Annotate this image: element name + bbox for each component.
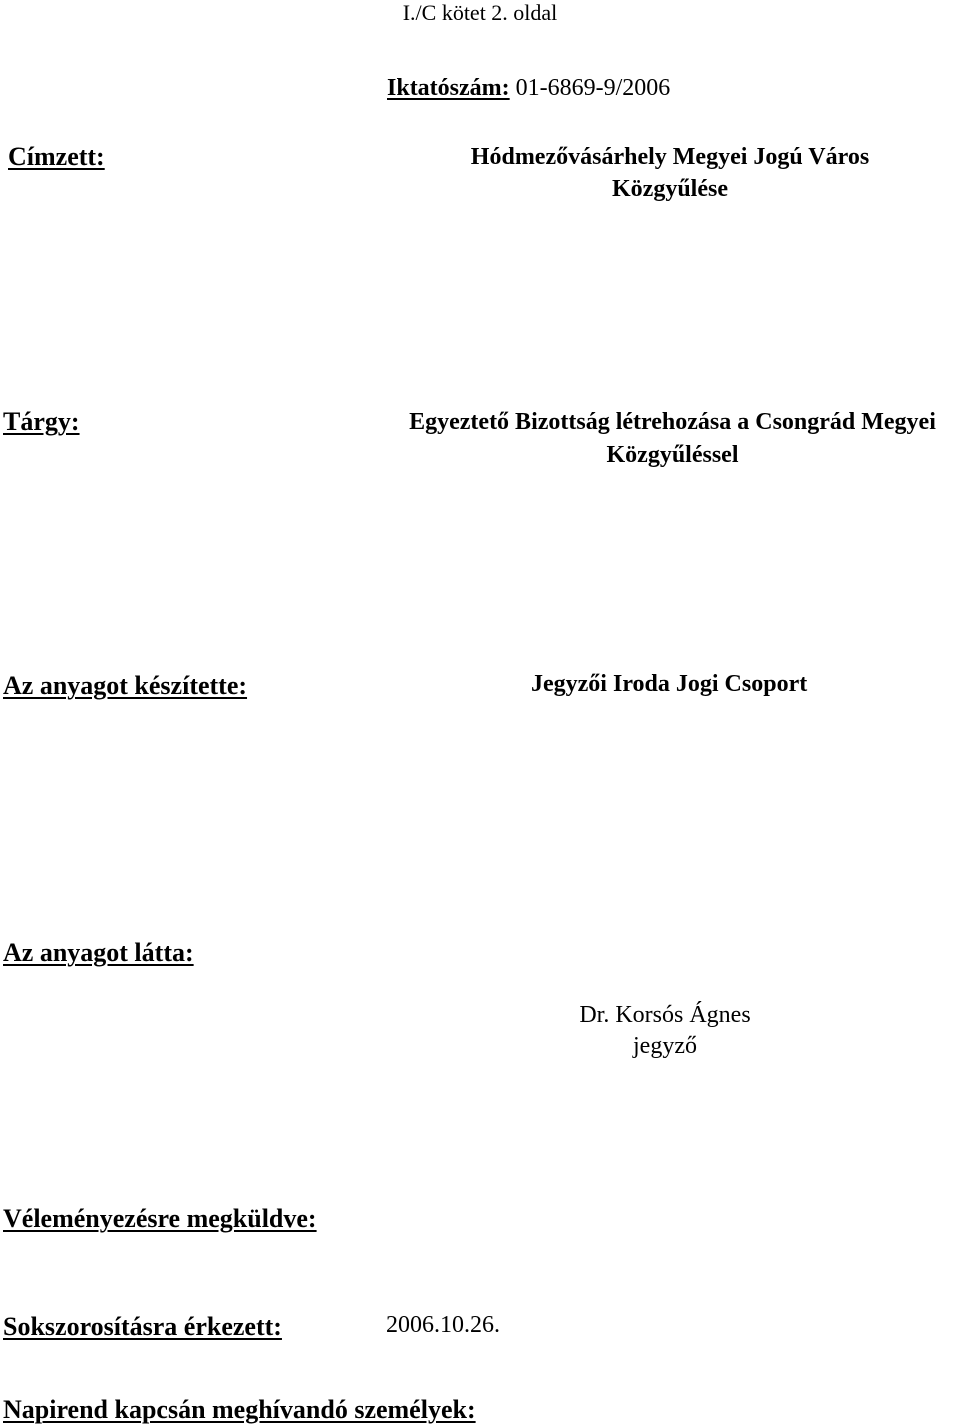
recipient-line1: Hódmezővásárhely Megyei Jogú Város xyxy=(470,144,870,170)
registry-number xyxy=(387,76,670,100)
duplication-date: 2006.10.26. xyxy=(386,1312,500,1338)
prepared-by-value: Jegyzői Iroda Jogi Csoport xyxy=(531,671,808,697)
signatory-name: Dr. Korsós Ágnes xyxy=(579,1002,751,1028)
recipient-value xyxy=(440,141,900,206)
registry-value: 01-6869-9/2006 xyxy=(515,75,671,101)
recipient-label: Címzett: xyxy=(8,142,105,171)
prepared-by-label: Az anyagot készítette: xyxy=(3,671,248,700)
signatory-title: jegyző xyxy=(633,1033,697,1060)
registry-label: Iktatószám: xyxy=(387,75,510,101)
subject-value xyxy=(380,406,960,472)
reviewed-by-signatory xyxy=(565,1000,765,1062)
page-header-ref: I./C kötet 2. oldal xyxy=(402,0,558,25)
invitees-label: Napirend kapcsán meghívandó személyek: xyxy=(3,1395,476,1424)
subject-line1: Egyeztető Bizottság létrehozása a Csongrád Megyei xyxy=(409,409,936,435)
duplication-label: Sokszorosításra érkezett: xyxy=(3,1312,282,1341)
subject-label: Tárgy: xyxy=(3,407,80,436)
subject-line2: Közgyűléssel xyxy=(606,442,739,469)
reviewed-by-label: Az anyagot látta: xyxy=(3,938,194,967)
sent-for-opinion-label: Véleményezésre megküldve: xyxy=(3,1204,317,1233)
recipient-line2: Közgyűlése xyxy=(612,176,728,203)
